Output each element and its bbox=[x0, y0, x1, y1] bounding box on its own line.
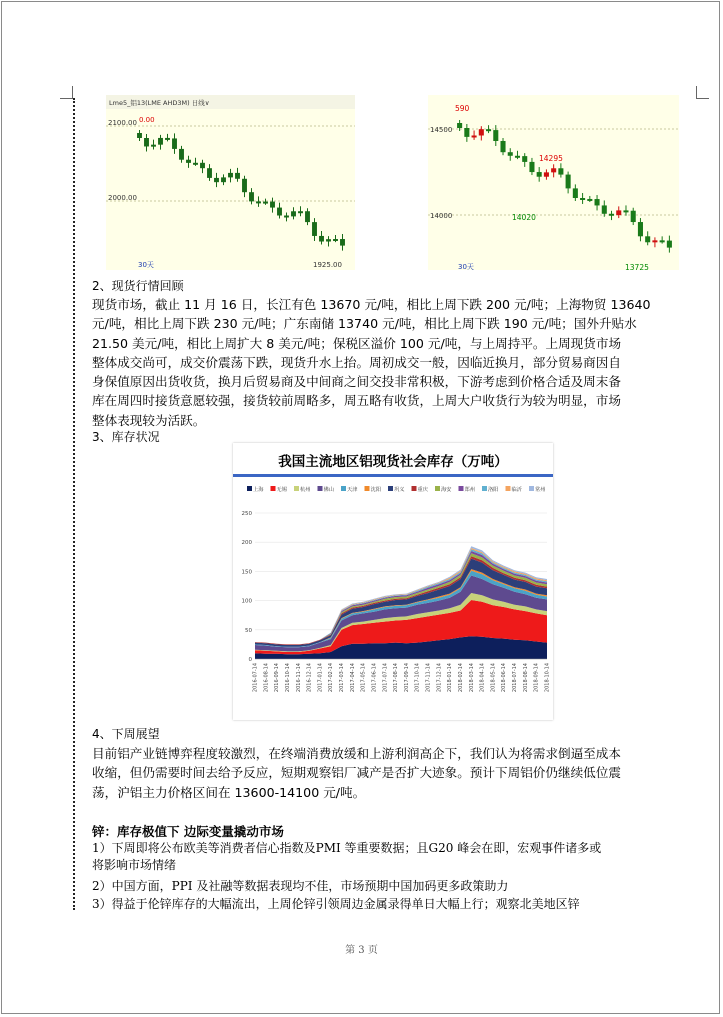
x-tick-label: 2017-06-14 bbox=[371, 663, 378, 693]
x-tick-label: 2017-04-14 bbox=[349, 663, 356, 693]
shfe-tick-14000: 14000 bbox=[430, 212, 453, 220]
x-tick-label: 2016-11-14 bbox=[295, 663, 302, 693]
candle-body bbox=[616, 210, 621, 215]
section-4-paragraph bbox=[92, 744, 695, 802]
x-tick-label: 2018-09-14 bbox=[533, 663, 540, 693]
legend-swatch bbox=[506, 486, 511, 491]
zinc-line: 将影响市场情绪 bbox=[92, 858, 177, 872]
candle-body bbox=[340, 239, 345, 246]
legend-swatch bbox=[435, 486, 440, 491]
section-3-heading: 3、库存状况 bbox=[92, 430, 160, 444]
candle-body bbox=[631, 211, 636, 222]
y-tick-label: 200 bbox=[241, 540, 252, 547]
candle-body bbox=[228, 173, 233, 178]
shfe-mid-label-2: 14020 bbox=[512, 213, 536, 222]
lme-tick-2000: 2000.00 bbox=[108, 194, 137, 202]
legend-swatch bbox=[365, 486, 370, 491]
candle-body bbox=[551, 168, 556, 172]
legend-swatch bbox=[459, 486, 464, 491]
candle-body bbox=[493, 130, 498, 141]
y-tick-label: 0 bbox=[248, 657, 252, 663]
y-tick-label: 100 bbox=[241, 598, 252, 605]
candle-body bbox=[558, 168, 563, 174]
lme-candlestick-image bbox=[106, 95, 355, 270]
legend-swatch bbox=[271, 486, 276, 491]
candle-body bbox=[566, 175, 571, 189]
x-tick-label: 2017-08-14 bbox=[393, 663, 400, 693]
candle-body bbox=[472, 135, 477, 137]
legend-swatch bbox=[412, 486, 417, 491]
candle-body bbox=[609, 214, 614, 216]
candle-body bbox=[144, 138, 149, 146]
x-tick-label: 2017-12-14 bbox=[436, 663, 443, 693]
section-2-paragraph bbox=[92, 295, 695, 430]
lme-low-label: 1925.00 bbox=[313, 261, 342, 269]
chart-title-underline bbox=[233, 474, 553, 477]
shfe-low-label: 13725 bbox=[625, 263, 649, 270]
legend-label: 无锡 bbox=[276, 487, 287, 493]
zinc-line: 2）中国方面，PPI 及社融等数据表现均不佳，市场预期中国加码更多政策助力 bbox=[92, 879, 509, 893]
candle-body bbox=[515, 156, 520, 158]
candle-body bbox=[263, 202, 268, 204]
candle-body bbox=[298, 211, 303, 213]
x-tick-label: 2018-04-14 bbox=[479, 663, 486, 693]
inventory-chart bbox=[233, 443, 553, 720]
x-tick-label: 2017-02-14 bbox=[328, 663, 335, 693]
legend-label: 巩义 bbox=[394, 487, 405, 493]
lme-period: 30天 bbox=[138, 261, 154, 269]
candle-body bbox=[326, 239, 331, 241]
lme-header: Lme5_铝13(LME AHD3M) 日线∨ bbox=[109, 99, 210, 107]
candle-body bbox=[587, 199, 592, 201]
legend-swatch bbox=[318, 486, 323, 491]
page-number: 第 3 页 bbox=[345, 945, 378, 956]
candle-body bbox=[270, 202, 275, 208]
para-line: 荡，沪铝主力价格区间在 13600-14100 元/吨。 bbox=[92, 784, 366, 800]
candle-body bbox=[638, 222, 643, 236]
lme-high-label: 0.00 bbox=[139, 116, 155, 124]
legend-label: 沈阳 bbox=[370, 487, 381, 493]
candle-body bbox=[522, 156, 527, 162]
zinc-line: 1）下周即将公布欧美等消费者信心指数及PMI 等重要数据；且G20 峰会在即，宏观事件诸多或 bbox=[92, 841, 602, 855]
legend-label: 天津 bbox=[347, 487, 358, 493]
x-tick-label: 2016-09-14 bbox=[274, 663, 281, 693]
crop-mark bbox=[696, 86, 709, 99]
para-line: 收缩，但仍需要时间去给予反应，短期观察铝厂减产是否扩大迹象。预计下周铝价仍继续低位震 bbox=[92, 765, 621, 781]
candle-body bbox=[645, 236, 650, 242]
lme-candles bbox=[137, 130, 345, 251]
candle-body bbox=[214, 178, 219, 182]
shfe-tick-14500: 14500 bbox=[430, 126, 453, 134]
x-tick-label: 2017-01-14 bbox=[317, 663, 324, 693]
candle-body bbox=[256, 201, 261, 203]
candle-body bbox=[660, 240, 665, 242]
chart-title: 我国主流地区铝现货社会库存（万吨） bbox=[278, 454, 508, 469]
candle-body bbox=[151, 145, 156, 147]
shfe-high-label: 590 bbox=[455, 104, 470, 113]
candle-body bbox=[573, 188, 578, 198]
para-line: 库在周四时接货意愿较强，接货较前周略多，周五略有收货，上周大户收货行为较为明显，市场 bbox=[92, 393, 621, 409]
x-tick-label: 2018-08-14 bbox=[522, 663, 529, 693]
legend-swatch bbox=[341, 486, 346, 491]
candle-body bbox=[529, 162, 534, 172]
candle-body bbox=[235, 173, 240, 179]
x-tick-label: 2017-10-14 bbox=[414, 663, 421, 693]
candle-body bbox=[284, 216, 289, 218]
candle-body bbox=[457, 123, 462, 128]
section-2-heading: 2、现货行情回顾 bbox=[92, 279, 184, 293]
y-tick-label: 250 bbox=[241, 511, 252, 517]
candle-body bbox=[333, 239, 338, 241]
x-tick-label: 2018-05-14 bbox=[490, 663, 497, 693]
candle-body bbox=[537, 172, 542, 177]
candle-body bbox=[172, 138, 177, 148]
candle-body bbox=[207, 168, 212, 178]
y-tick-label: 150 bbox=[241, 569, 252, 576]
candle-body bbox=[186, 160, 191, 163]
x-tick-label: 2016-12-14 bbox=[306, 663, 313, 693]
legend-swatch bbox=[294, 486, 299, 491]
shfe-mid-label-1: 14295 bbox=[539, 154, 563, 163]
legend-label: 杭州 bbox=[300, 487, 311, 493]
crop-mark bbox=[60, 86, 73, 99]
para-line: 现货市场，截止 11 月 16 日，长江有色 13670 元/吨，相比上周下跌 200 元/吨；上海物贸 13640 bbox=[92, 297, 651, 312]
legend-label: 上海 bbox=[253, 487, 264, 493]
x-tick-label: 2018-06-14 bbox=[501, 663, 508, 693]
legend-swatch bbox=[247, 486, 252, 491]
candle-body bbox=[602, 205, 607, 213]
legend-swatch bbox=[529, 486, 534, 491]
candle-body bbox=[595, 199, 600, 205]
x-tick-label: 2017-07-14 bbox=[382, 663, 389, 693]
legend-label: 常州 bbox=[535, 487, 546, 493]
x-tick-label: 2018-01-14 bbox=[447, 663, 454, 693]
candle-body bbox=[667, 241, 672, 248]
shfe-period: 30天 bbox=[458, 263, 474, 270]
candle-body bbox=[580, 198, 585, 200]
legend-label: 重庆 bbox=[417, 487, 428, 493]
candle-body bbox=[165, 138, 170, 140]
para-line: 身保值原因出货收货，换月后贸易商及中间商之间交投非常积极，下游考虑到价格合适及周末备 bbox=[92, 374, 621, 390]
candle-body bbox=[500, 141, 505, 152]
candle-body bbox=[305, 211, 310, 222]
candle-body bbox=[319, 236, 324, 242]
legend-swatch bbox=[482, 486, 487, 491]
legend-label: 郑州 bbox=[464, 487, 475, 493]
candle-body bbox=[508, 152, 513, 156]
legend-label: 佛山 bbox=[323, 487, 334, 493]
margin-dotted-line bbox=[73, 98, 75, 910]
candle-body bbox=[652, 240, 657, 242]
x-tick-label: 2017-05-14 bbox=[360, 663, 367, 693]
candle-body bbox=[200, 163, 205, 168]
x-tick-label: 2017-03-14 bbox=[339, 663, 346, 693]
x-tick-label: 2018-10-14 bbox=[544, 663, 551, 693]
zinc-line: 3）得益于伦锌库存的大幅流出，上周伦锌引领周边金属录得单日大幅上行；观察北美地区锌 bbox=[92, 897, 580, 911]
x-tick-label: 2016-08-14 bbox=[263, 663, 270, 693]
zinc-title: 锌：库存极值下 边际变量撬动市场 bbox=[92, 824, 284, 839]
candle-body bbox=[312, 222, 317, 236]
candle-body bbox=[464, 128, 469, 137]
candle-body bbox=[193, 163, 198, 165]
x-tick-label: 2018-02-14 bbox=[457, 663, 464, 693]
para-line: 目前铝产业链博弈程度较激烈，在终端消费放缓和上游利润高企下，我们认为将需求倒逼至成本 bbox=[92, 746, 621, 761]
inventory-chart-svg bbox=[233, 479, 553, 719]
para-line: 21.50 美元/吨，相比上周扩大 8 美元/吨；保税区溢价 100 元/吨，与上周持平。上周现货市场 bbox=[92, 335, 622, 351]
legend-swatch bbox=[388, 486, 393, 491]
candle-body bbox=[479, 129, 484, 135]
candle-body bbox=[623, 210, 628, 212]
candle-body bbox=[486, 129, 491, 131]
legend-label: 海安 bbox=[441, 487, 452, 493]
candle-body bbox=[291, 211, 296, 216]
section-4-heading: 4、下周展望 bbox=[92, 727, 160, 741]
candle-body bbox=[544, 172, 549, 176]
x-tick-label: 2016-10-14 bbox=[284, 663, 291, 693]
shfe-candlestick-image bbox=[428, 95, 679, 270]
candle-body bbox=[221, 177, 226, 182]
candle-body bbox=[179, 149, 184, 160]
x-tick-label: 2017-09-14 bbox=[403, 663, 410, 693]
x-tick-label: 2018-03-14 bbox=[468, 663, 475, 693]
lme-tick-2100: 2100.00 bbox=[108, 119, 137, 127]
x-tick-label: 2018-07-14 bbox=[512, 663, 519, 693]
legend-label: 临沂 bbox=[511, 487, 522, 493]
candle-body bbox=[137, 133, 142, 138]
candle-body bbox=[158, 138, 163, 145]
x-tick-label: 2016-07-14 bbox=[252, 663, 259, 693]
candle-body bbox=[249, 192, 254, 201]
para-line: 元/吨，相比上周下跌 230 元/吨；广东南储 13740 元/吨，相比上周下跌 190 元/吨；国外升贴水 bbox=[92, 316, 637, 332]
legend-label: 洛阳 bbox=[488, 487, 499, 493]
x-tick-label: 2017-11-14 bbox=[425, 663, 432, 693]
para-line: 整体成交尚可，成交价震荡下跌，现货升水上抬。周初成交一般，因临近换月，部分贸易商因自 bbox=[92, 354, 621, 370]
candle-body bbox=[242, 179, 247, 192]
candle-body bbox=[277, 208, 282, 216]
shfe-candles bbox=[457, 120, 672, 253]
para-line: 整体表现较为活跃。 bbox=[92, 412, 206, 428]
y-tick-label: 50 bbox=[245, 627, 252, 634]
